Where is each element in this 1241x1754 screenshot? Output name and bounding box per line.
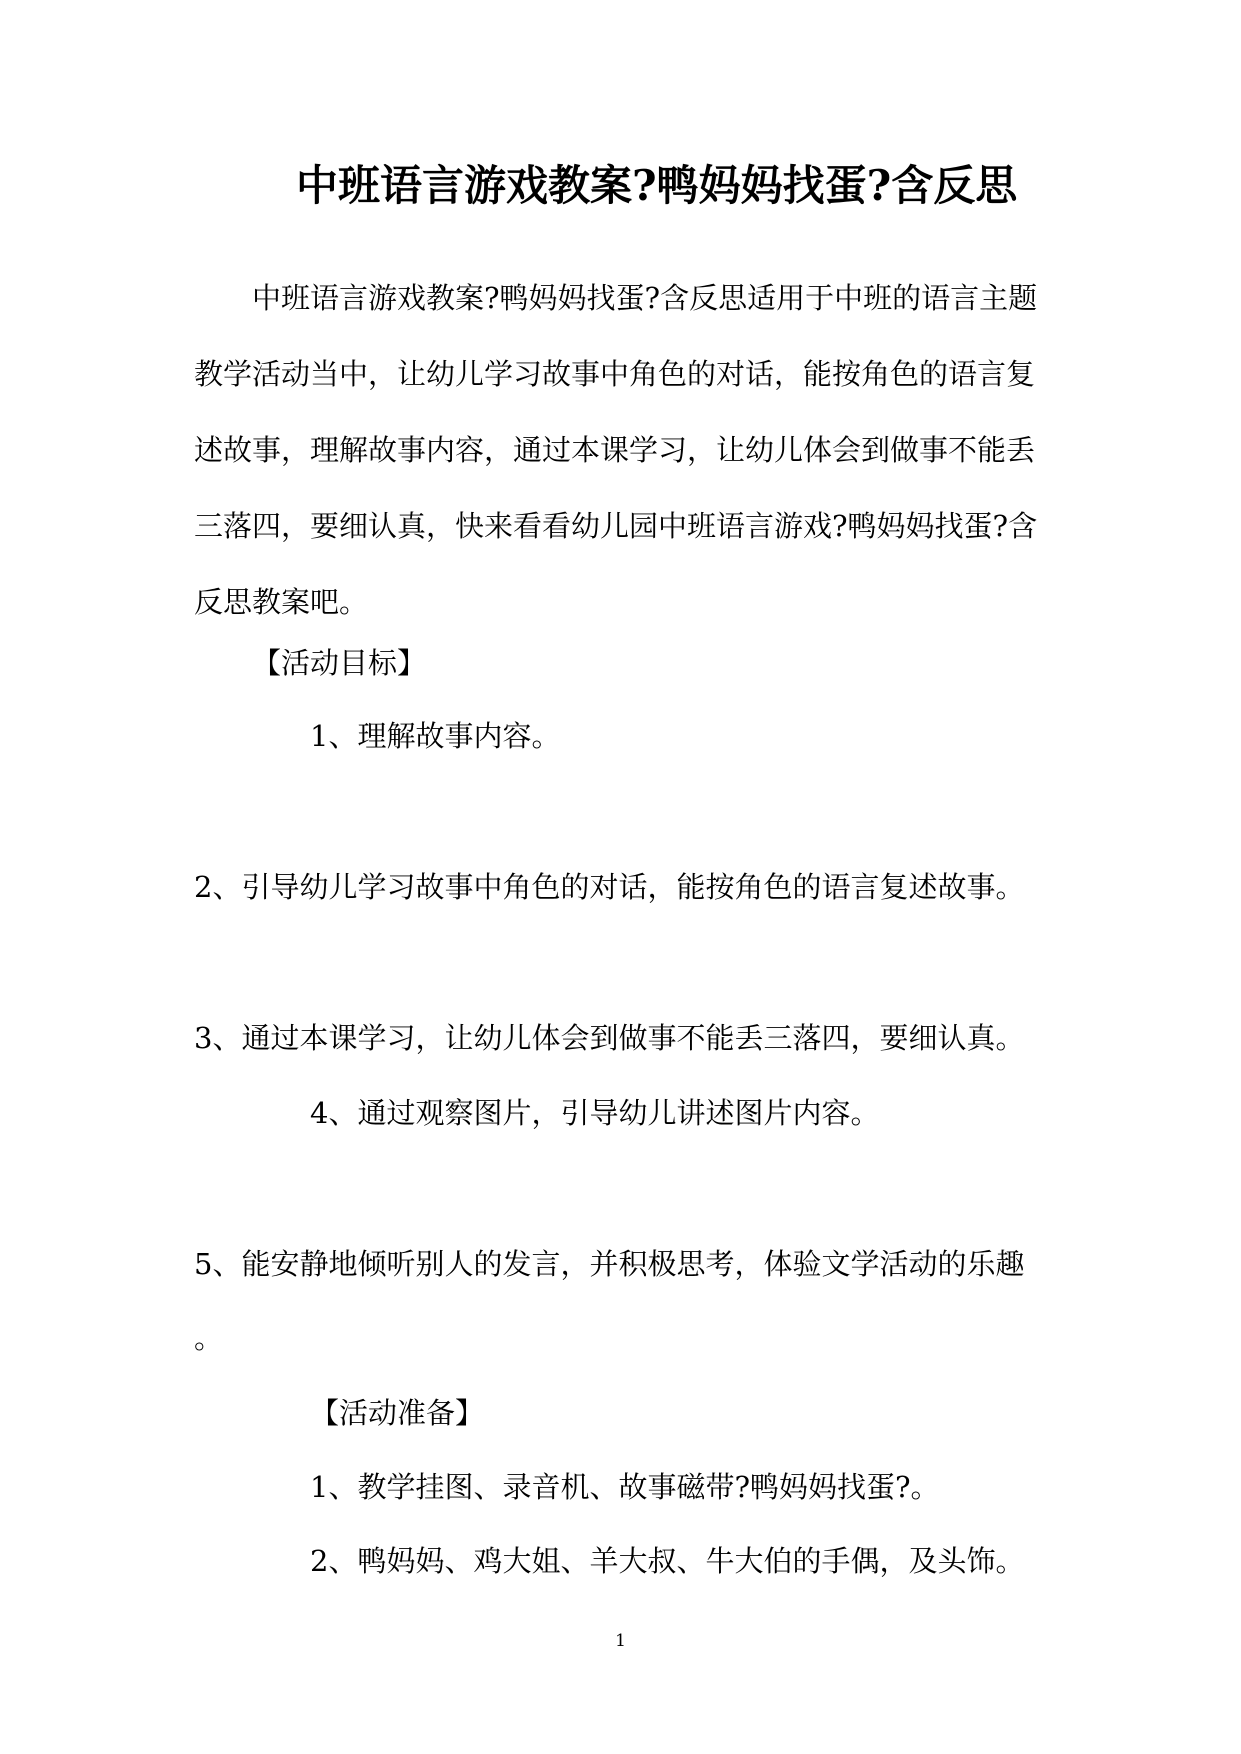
goal-item-3: 3、通过本课学习，让幼儿体会到做事不能丢三落四，要细认真。 <box>194 1021 1025 1055</box>
goal-item-5: 5、能安静地倾听别人的发言，并积极思考，体验文学活动的乐趣 <box>194 1247 1025 1281</box>
goal-item-5-continuation: 。 <box>194 1321 224 1355</box>
goal-item-1: 1、理解故事内容。 <box>310 719 561 753</box>
prep-heading: 【活动准备】 <box>310 1396 485 1430</box>
goal-item-2: 2、引导幼儿学习故事中角色的对话，能按角色的语言复述故事。 <box>194 870 1025 904</box>
goals-heading: 【活动目标】 <box>252 646 427 680</box>
goal-item-4: 4、通过观察图片，引导幼儿讲述图片内容。 <box>310 1096 880 1130</box>
prep-item-1: 1、教学挂图、录音机、故事磁带?鸭妈妈找蛋?。 <box>310 1470 940 1504</box>
intro-paragraph: 中班语言游戏教案?鸭妈妈找蛋?含反思适用于中班的语言主题教学活动当中，让幼儿学习故事中角色的对话，能按角色的语言复述故事，理解故事内容，通过本课学习，让幼儿体会到做事不能丢三落四，要细认真，快来看看幼儿园中班语言游戏?鸭妈妈找蛋?含反思教案吧。 <box>194 281 1038 619</box>
document-title: 中班语言游戏教案?鸭妈妈找蛋?含反思 <box>296 161 1018 210</box>
prep-item-2: 2、鸭妈妈、鸡大姐、羊大叔、牛大伯的手偶，及头饰。 <box>310 1544 1025 1578</box>
page-number: 1 <box>615 1631 626 1651</box>
